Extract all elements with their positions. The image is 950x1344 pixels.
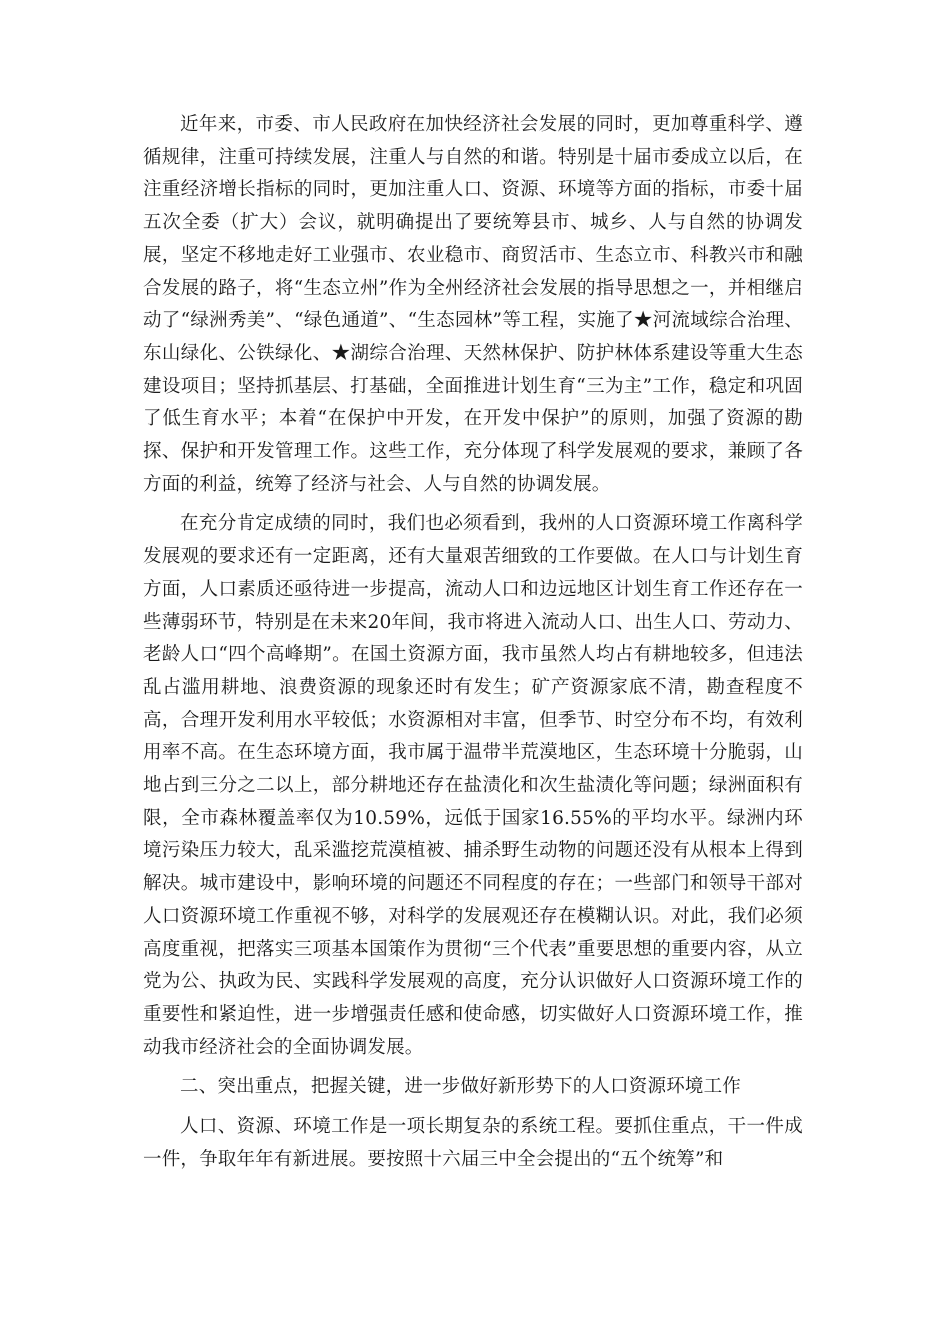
paragraph-key-work: 人口、资源、环境工作是一项长期复杂的系统工程。要抓住重点，干一件成一件，争取年年有新进展。要按照十六届三中全会提出的“五个统筹”和 xyxy=(143,1116,803,1170)
section-heading: 二、突出重点，把握关键，进一步做好新形势下的人口资源环境工作 xyxy=(180,1076,742,1098)
paragraph-shortcomings: 在充分肯定成绩的同时，我们也必须看到，我州的人口资源环境工作离科学发展观的要求还有一定距离，还有大量艰苦细致的工作要做。在人口与计划生育方面，人口素质还亟待进一步提高，流动人口和边远地区计划生育工作还存在一些薄弱环节，特别是在未来20年间，我市将进入流动人口、出生人口、劳动力、老龄人口“四个高峰期”。在国土资源方面，我市虽然人均占有耕地较多，但违法乱占滥用耕地、浪费资源的现象还时有发生；矿产资源家底不清，勘查程度不高，合理开发利用水平较低；水资源相对丰富，但季节、时空分布不均，有效利用率不高。在生态环境方面，我市属于温带半荒漠地区，生态环境十分脆弱，山地占到三分之二以上，部分耕地还存在盐渍化和次生盐渍化等问题；绿洲面积有限，全市森林覆盖率仅为10.59%，远低于国家16.55%的平均水平。绿洲内环境污染压力较大，乱采滥挖荒漠植被、捕杀野生动物的问题还没有从根本上得到解决。城市建设中，影响环境的问题还不同程度的存在；一些部门和领导干部对人口资源环境工作重视不够，对科学的发展观还存在模糊认识。对此，我们必须高度重视，把落实三项基本国策作为贯彻“三个代表”重要思想的重要内容，从立党为公、执政为民、实践科学发展观的高度，充分认识做好人口资源环境工作的重要性和紧迫性，进一步增强责任感和使命感，切实做好人口资源环境工作，推动我市经济社会的全面协调发展。 xyxy=(143,513,803,1058)
paragraph-achievements: 近年来，市委、市人民政府在加快经济社会发展的同时，更加尊重科学、遵循规律，注重可持续发展，注重人与自然的和谐。特别是十届市委成立以后，在注重经济增长指标的同时，更加注重人口、资源、环境等方面的指标，市委十届五次全委（扩大）会议，就明确提出了要统筹县市、城乡、人与自然的协调发展，坚定不移地走好工业强市、农业稳市、商贸活市、生态立市、科教兴市和融合发展的路子，将“生态立州”作为全州经济社会发展的指导思想之一，并相继启动了“绿洲秀美”、“绿色通道”、“生态园林”等工程，实施了★河流域综合治理、东山绿化、公铁绿化、★湖综合治理、天然林保护、防护林体系建设等重大生态建设项目；坚持抓基层、打基础，全面推进计划生育“三为主”工作，稳定和巩固了低生育水平；本着“在保护中开发，在开发中保护”的原则，加强了资源的勘探、保护和开发管理工作。这些工作，充分体现了科学发展观的要求，兼顾了各方面的利益，统筹了经济与社会、人与自然的协调发展。 xyxy=(143,114,803,495)
document-body xyxy=(143,109,803,1177)
